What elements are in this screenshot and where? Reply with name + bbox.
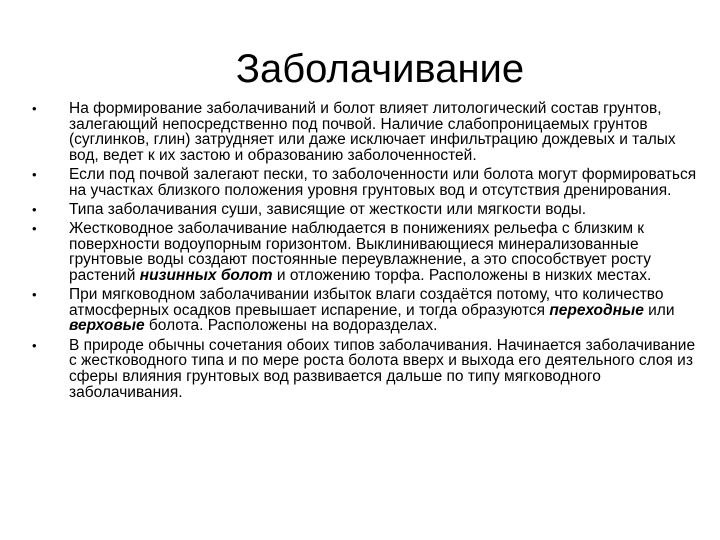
bullet-dot: • bbox=[32, 337, 37, 353]
bullet-item-4 bbox=[32, 221, 697, 283]
bullet-text: Типа заболачивания суши, зависящие от жесткости или мягкости воды. bbox=[69, 200, 587, 218]
bullet-list bbox=[32, 101, 697, 404]
emphasis-transitional: переходные bbox=[549, 301, 644, 319]
emphasis-upland: верховые bbox=[69, 317, 145, 335]
bullet-item-1 bbox=[32, 101, 697, 163]
slide-title-text: Заболачивание bbox=[235, 47, 525, 91]
emphasis-lowland-bogs: низинных болот bbox=[139, 267, 273, 284]
bullet-dot: • bbox=[32, 201, 37, 217]
bullet-text-part: болота. Расположены на водоразделах. bbox=[144, 317, 438, 335]
bullet-dot: • bbox=[32, 167, 37, 183]
bullet-text: Если под почвой залегают пески, то заболоченности или болота могут формироваться на участках близкого положения уровня грунтовых вод и отсутствия дренирования. bbox=[69, 166, 697, 199]
bullet-text-part: и отложению торфа. Расположены в низких местах. bbox=[272, 267, 652, 284]
bullet-text: В природе обычны сочетания обоих типов заболачивания. Начинается заболачивание с жестководного типа и по мере роста болота вверх и выхода его деятельного слоя из сферы влияния грунтовых вод развивается дальше по типу мягководного заболачивания. bbox=[69, 336, 696, 401]
bullet-dot: • bbox=[32, 101, 37, 116]
bullet-text: На формирование заболачиваний и болот влияет литологический состав грунтов, залегающий непосредственно под почвой. Наличие слабопроницаемых грунтов (суглинков, глин) затрудняет или даже исключает инфильтрацию дождевых и талых вод, ведет к их застою и образованию заболоченностей. bbox=[69, 100, 676, 164]
bullet-text bbox=[69, 286, 675, 334]
bullet-text bbox=[69, 220, 651, 284]
bullet-dot: • bbox=[32, 287, 37, 303]
bullet-dot: • bbox=[32, 221, 37, 237]
bullet-text-part: Жестководное заболачивание наблюдается в понижениях рельефа с близким к поверхности водоупорным горизонтом. Выклинивающиеся минерализованные грунтовые воды создают постоянные переувлажнение, а это способствует росту растений bbox=[69, 220, 652, 284]
bullet-text-part: или bbox=[643, 301, 675, 319]
bullet-item-5 bbox=[32, 287, 697, 334]
slide-title bbox=[0, 43, 720, 95]
bullet-item-3 bbox=[32, 202, 697, 218]
bullet-item-6 bbox=[32, 338, 697, 400]
bullet-item-2 bbox=[32, 167, 697, 198]
bullet-text-part: При мягководном заболачивании избыток влаги создаётся потому, что количество атмосферных осадков превышает испарение, и тогда образуются bbox=[69, 286, 664, 319]
